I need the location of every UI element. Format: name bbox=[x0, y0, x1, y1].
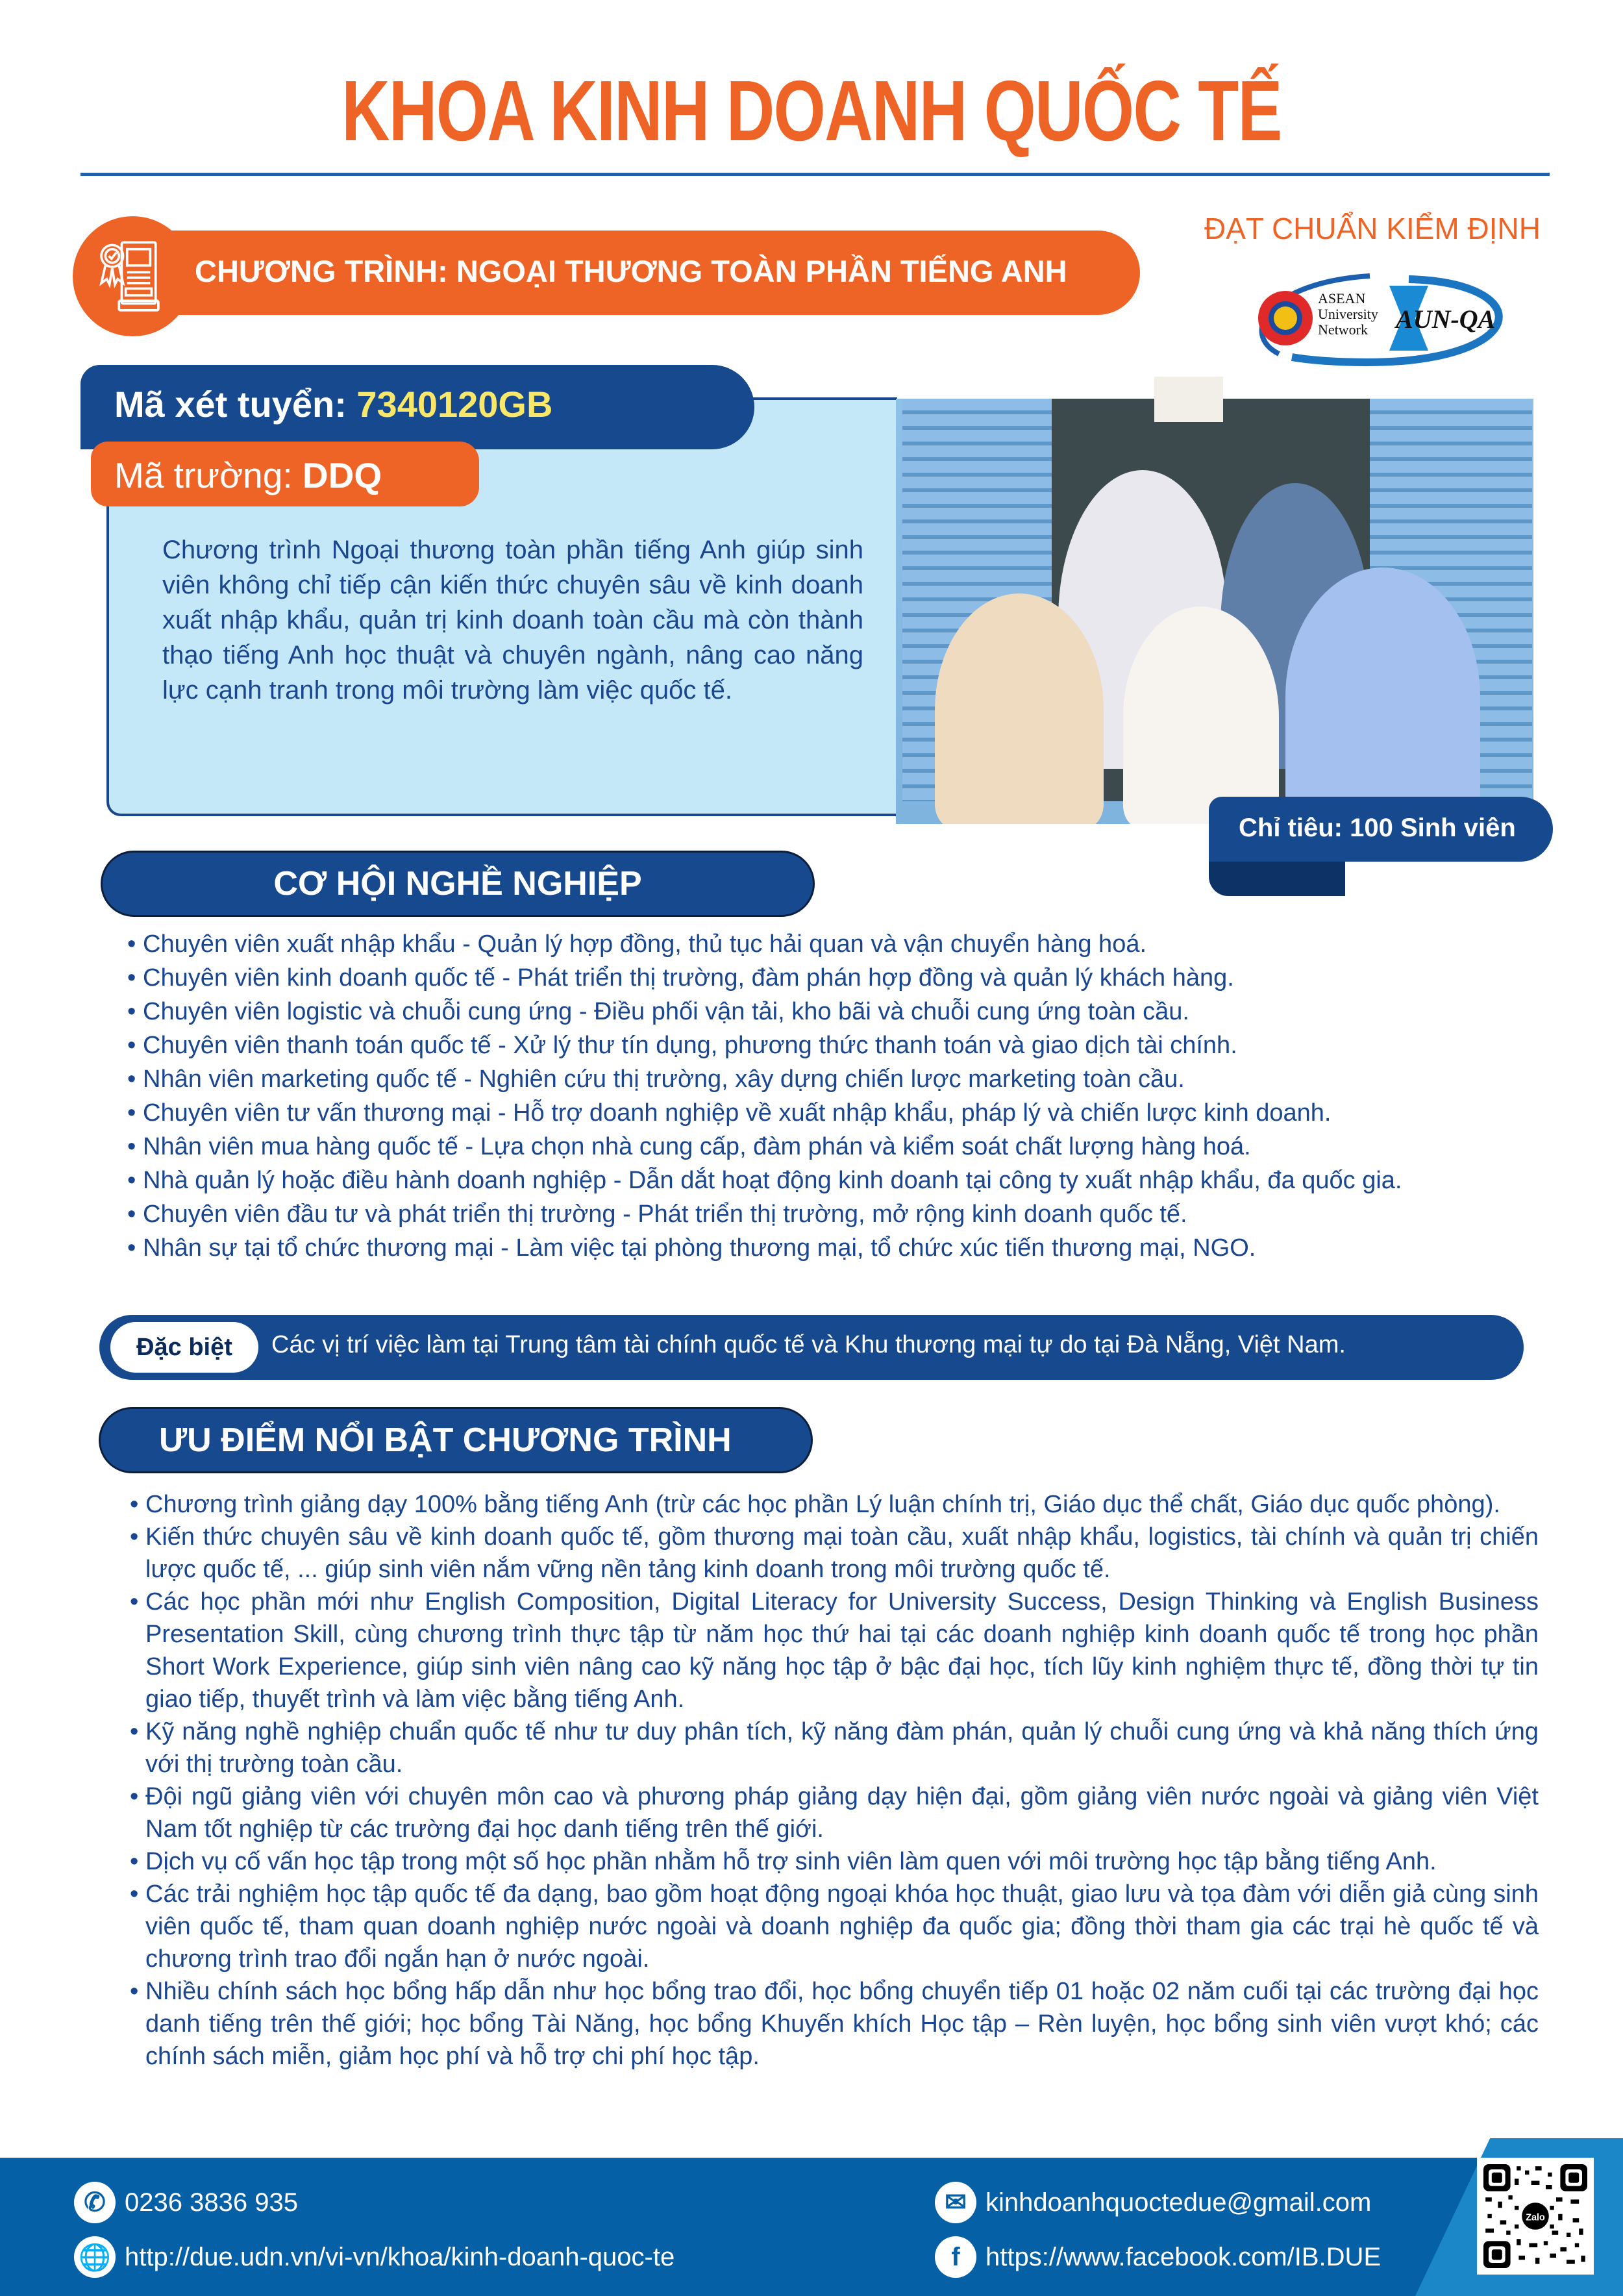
special-badge: Đặc biệt bbox=[110, 1322, 258, 1373]
admission-code-value: 7340120GB bbox=[356, 384, 553, 425]
facebook-icon: f bbox=[935, 2236, 976, 2278]
careers-list bbox=[127, 927, 1530, 1265]
email-link[interactable]: kinhdoanhquoctedue@gmail.com bbox=[985, 2188, 1372, 2217]
student bbox=[1285, 568, 1480, 824]
phone-icon: ✆ bbox=[74, 2182, 116, 2223]
school-code-label: Mã trường: bbox=[114, 455, 303, 495]
list-item: • Chuyên viên kinh doanh quốc tế - Phát triển thị trường, đàm phán hợp đồng và quản lý khách hàng. bbox=[127, 961, 1530, 995]
page-title: KHOA KINH DOANH QUỐC TẾ bbox=[341, 63, 1282, 158]
program-description: Chương trình Ngoại thương toàn phần tiếng Anh giúp sinh viên không chỉ tiếp cận kiến thức chuyên sâu về kinh doanh xuất nhập khẩu, quản trị kinh doanh toàn cầu mà còn thành thạo tiếng Anh học thuật và chuyên ngành, nâng cao năng lực cạnh tranh trong môi trường làm việc quốc tế. bbox=[162, 536, 863, 705]
list-item: • Chuyên viên xuất nhập khẩu - Quản lý hợp đồng, thủ tục hải quan và vận chuyển hàng hoá. bbox=[127, 927, 1530, 961]
contact-phone[interactable] bbox=[74, 2182, 298, 2223]
globe-icon: 🌐 bbox=[74, 2236, 116, 2278]
qr-icon bbox=[1483, 2164, 1587, 2268]
students-photo bbox=[896, 399, 1533, 824]
contact-website[interactable] bbox=[74, 2236, 675, 2278]
list-item: • Nhân viên mua hàng quốc tế - Lựa chọn nhà cung cấp, đàm phán và kiểm soát chất lượng hàng hoá. bbox=[127, 1130, 1530, 1164]
tape-decoration bbox=[1154, 377, 1223, 422]
zalo-qr-code[interactable] bbox=[1477, 2158, 1594, 2275]
list-item: • Đội ngũ giảng viên với chuyên môn cao và phương pháp giảng dạy hiện đại, gồm giảng viên nước ngoài và giảng viên Việt Nam tốt nghiệp từ các trường đại học danh tiếng trên thế giới. bbox=[130, 1780, 1539, 1845]
logo-asean: ASEAN bbox=[1318, 290, 1366, 306]
mail-icon: ✉ bbox=[935, 2182, 976, 2223]
quota-text: Chỉ tiêu: 100 Sinh viên bbox=[1239, 814, 1516, 842]
list-item: • Các học phần mới như English Composition, Digital Literacy for University Success, Design Thinking và English Business Presentation Skill, cùng chương trình thực tập từ năm học thứ hai tại các doanh nghiệp kinh doanh quốc tế trong học phần Short Work Experience, giúp sinh viên nâng cao kỹ năng học tập ở bậc đại học, tích lũy kinh nghiệm thực tế, đồng thời tự tin giao tiếp, thuyết trình và làm việc bằng tiếng Anh. bbox=[130, 1586, 1539, 1716]
list-item: • Nhân viên marketing quốc tế - Nghiên cứu thị trường, xây dựng chiến lược marketing toàn cầu. bbox=[127, 1062, 1530, 1096]
logo-network: Network bbox=[1318, 321, 1368, 338]
careers-heading: CƠ HỘI NGHỀ NGHIỆP bbox=[101, 851, 815, 917]
zalo-label: Zalo bbox=[1526, 2212, 1545, 2223]
student bbox=[935, 593, 1104, 824]
list-item: • Chuyên viên thanh toán quốc tế - Xử lý thư tín dụng, phương thức thanh toán và giao dịch tài chính. bbox=[127, 1029, 1530, 1062]
panel-border bbox=[740, 397, 897, 400]
list-item: • Nhân sự tại tổ chức thương mại - Làm việc tại phòng thương mại, tổ chức xúc tiến thương mại, NGO. bbox=[127, 1231, 1530, 1265]
contact-email[interactable] bbox=[935, 2182, 1371, 2223]
list-item: • Chuyên viên đầu tư và phát triển thị trường - Phát triển thị trường, mở rộng kinh doanh quốc tế. bbox=[127, 1197, 1530, 1231]
advantages-heading: ƯU ĐIỂM NỔI BẬT CHƯƠNG TRÌNH bbox=[99, 1407, 813, 1473]
list-item: • Kỹ năng nghề nghiệp chuẩn quốc tế như tư duy phân tích, kỹ năng đàm phán, quản lý chuỗi cung ứng và khả năng thích ứng với thị trường toàn cầu. bbox=[130, 1716, 1539, 1780]
admission-code-label: Mã xét tuyển: bbox=[114, 384, 357, 425]
certificate-icon bbox=[94, 238, 166, 313]
logo-aunqa: AUN-QA bbox=[1396, 305, 1496, 334]
list-item: • Chuyên viên logistic và chuỗi cung ứng - Điều phối vận tải, kho bãi và chuỗi cung ứng toàn cầu. bbox=[127, 995, 1530, 1029]
accreditation-title: ĐẠT CHUẨN KIỂM ĐỊNH bbox=[1204, 212, 1541, 245]
list-item: • Dịch vụ cố vấn học tập trong một số học phần nhằm hỗ trợ sinh viên làm quen với môi trường học tập bằng tiếng Anh. bbox=[130, 1845, 1539, 1878]
contact-facebook[interactable] bbox=[935, 2236, 1381, 2278]
list-item: • Chương trình giảng dạy 100% bằng tiếng Anh (trừ các học phần Lý luận chính trị, Giáo dục thể chất, Giáo dục quốc phòng). bbox=[130, 1488, 1539, 1521]
school-code-value: DDQ bbox=[302, 455, 382, 495]
logo-university: University bbox=[1318, 306, 1378, 322]
facebook-link[interactable]: https://www.facebook.com/IB.DUE bbox=[985, 2242, 1381, 2271]
student bbox=[1123, 606, 1279, 824]
website-link[interactable]: http://due.udn.vn/vi-vn/khoa/kinh-doanh-quoc-te bbox=[125, 2242, 675, 2271]
special-text: Các vị trí việc làm tại Trung tâm tài chính quốc tế và Khu thương mại tự do tại Đà Nẵng, Việt Nam. bbox=[271, 1331, 1346, 1358]
list-item: • Các trải nghiệm học tập quốc tế đa dạng, bao gồm hoạt động ngoại khóa học thuật, giao lưu và tọa đàm với diễn giả cùng sinh viên quốc tế, tham quan doanh nghiệp nước ngoài và doanh nghiệp đa quốc gia; đồng thời tham gia các trại hè quốc tế và chương trình trao đổi ngắn hạn ở nước ngoài. bbox=[130, 1878, 1539, 1975]
list-item: • Chuyên viên tư vấn thương mại - Hỗ trợ doanh nghiệp về xuất nhập khẩu, pháp lý và chiến lược kinh doanh. bbox=[127, 1096, 1530, 1130]
program-title: CHƯƠNG TRÌNH: NGOẠI THƯƠNG TOÀN PHẦN TIẾNG ANH bbox=[195, 254, 1067, 288]
phone-number[interactable]: 0236 3836 935 bbox=[125, 2188, 298, 2217]
admission-code bbox=[114, 383, 552, 425]
list-item: • Kiến thức chuyên sâu về kinh doanh quốc tế, gồm thương mại toàn cầu, xuất nhập khẩu, logistics, tài chính và quản trị chiến lược quốc tế, ... giúp sinh viên nắm vững nền tảng kinh doanh trong môi trường quốc tế. bbox=[130, 1521, 1539, 1586]
list-item: • Nhiều chính sách học bổng hấp dẫn như học bổng trao đổi, học bổng chuyển tiếp 01 hoặc 02 năm cuối tại các trường đại học danh tiếng trên thế giới; học bổng Tài Năng, học bổng Khuyến khích Học tập – Rèn luyện, học bổng sinh viên vượt khó; các chính sách miễn, giảm học phí và hỗ trợ chi phí học tập. bbox=[130, 1975, 1539, 2073]
aun-qa-logo bbox=[1240, 263, 1526, 367]
title-divider bbox=[81, 173, 1550, 176]
advantages-list bbox=[130, 1488, 1539, 2073]
school-code bbox=[114, 455, 382, 496]
list-item: • Nhà quản lý hoặc điều hành doanh nghiệp - Dẫn dắt hoạt động kinh doanh tại công ty xuất nhập khẩu, đa quốc gia. bbox=[127, 1164, 1530, 1197]
